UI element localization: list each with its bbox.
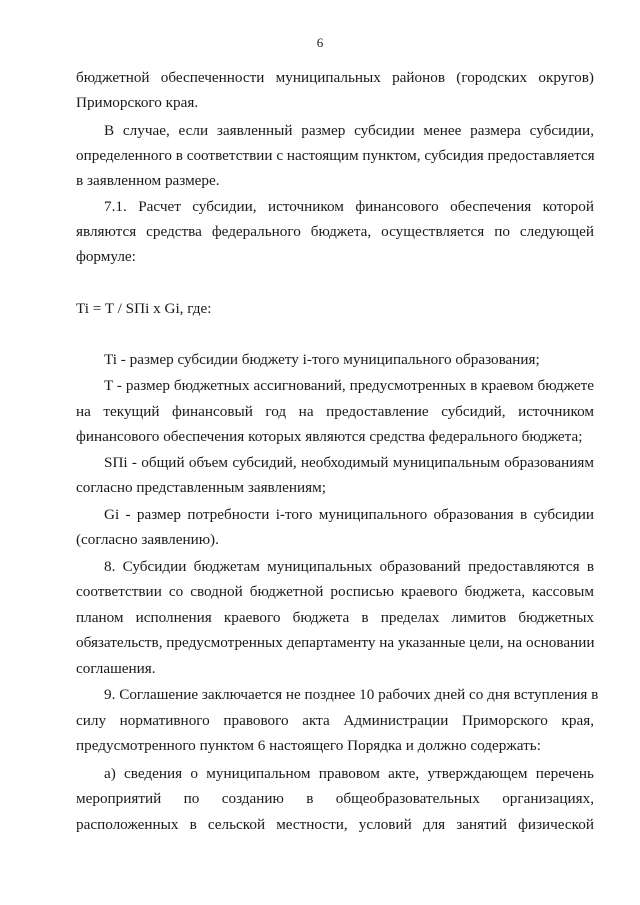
text-line: финансового обеспечения которых являются средства федерального бюджета; — [76, 428, 583, 445]
text-line: соглашения. — [76, 660, 156, 677]
text-line: соответствии со сводной бюджетной росписью краевого бюджета, кассовым — [76, 583, 594, 600]
text-line: 7.1. Расчет субсидии, источником финансового обеспечения которой — [104, 198, 594, 215]
text-line: (согласно заявлению). — [76, 531, 219, 548]
text-line: Приморского края. — [76, 94, 199, 111]
text-line: в заявленном размере. — [76, 172, 220, 189]
formula: Ti = T / SПi x Gi, где: — [76, 300, 212, 317]
text-line: расположенных в сельской местности, условий для занятий физической — [76, 816, 594, 833]
text-line: 9. Соглашение заключается не позднее 10 рабочих дней со дня вступления в — [104, 686, 599, 703]
text-line: T - размер бюджетных ассигнований, предусмотренных в краевом бюджете — [104, 377, 594, 394]
text-line: бюджетной обеспеченности муниципальных районов (городских округов) — [76, 69, 594, 86]
text-line: обязательств, предусмотренных департаменту на указанные цели, на основании — [76, 634, 595, 651]
text-line: Gi - размер потребности i-того муниципального образования в субсидии — [104, 506, 594, 523]
text-line: мероприятий по созданию в общеобразовательных организациях, — [76, 790, 594, 807]
text-line: определенного в соответствии с настоящим пунктом, субсидия предоставляется — [76, 147, 595, 164]
text-line: В случае, если заявленный размер субсидии менее размера субсидии, — [104, 122, 594, 139]
text-line: являются средства федерального бюджета, осуществляется по следующей — [76, 223, 594, 240]
text-line: на текущий финансовый год на предоставление субсидий, источником — [76, 403, 594, 420]
text-line: силу нормативного правового акта Администрации Приморского края, — [76, 712, 594, 729]
text-line: SПi - общий объем субсидий, необходимый муниципальным образованиям — [104, 454, 594, 471]
text-line: Ti - размер субсидии бюджету i-того муниципального образования; — [104, 351, 540, 368]
page-number: 6 — [316, 35, 324, 50]
text-line: планом исполнения краевого бюджета в пределах лимитов бюджетных — [76, 609, 594, 626]
text-line: а) сведения о муниципальном правовом акте, утверждающем перечень — [104, 765, 594, 782]
text-line: согласно представленным заявлениям; — [76, 479, 326, 496]
text-line: формуле: — [76, 248, 136, 265]
text-line: 8. Субсидии бюджетам муниципальных образований предоставляются в — [104, 558, 594, 575]
text-line: предусмотренного пунктом 6 настоящего Порядка и должно содержать: — [76, 737, 541, 754]
